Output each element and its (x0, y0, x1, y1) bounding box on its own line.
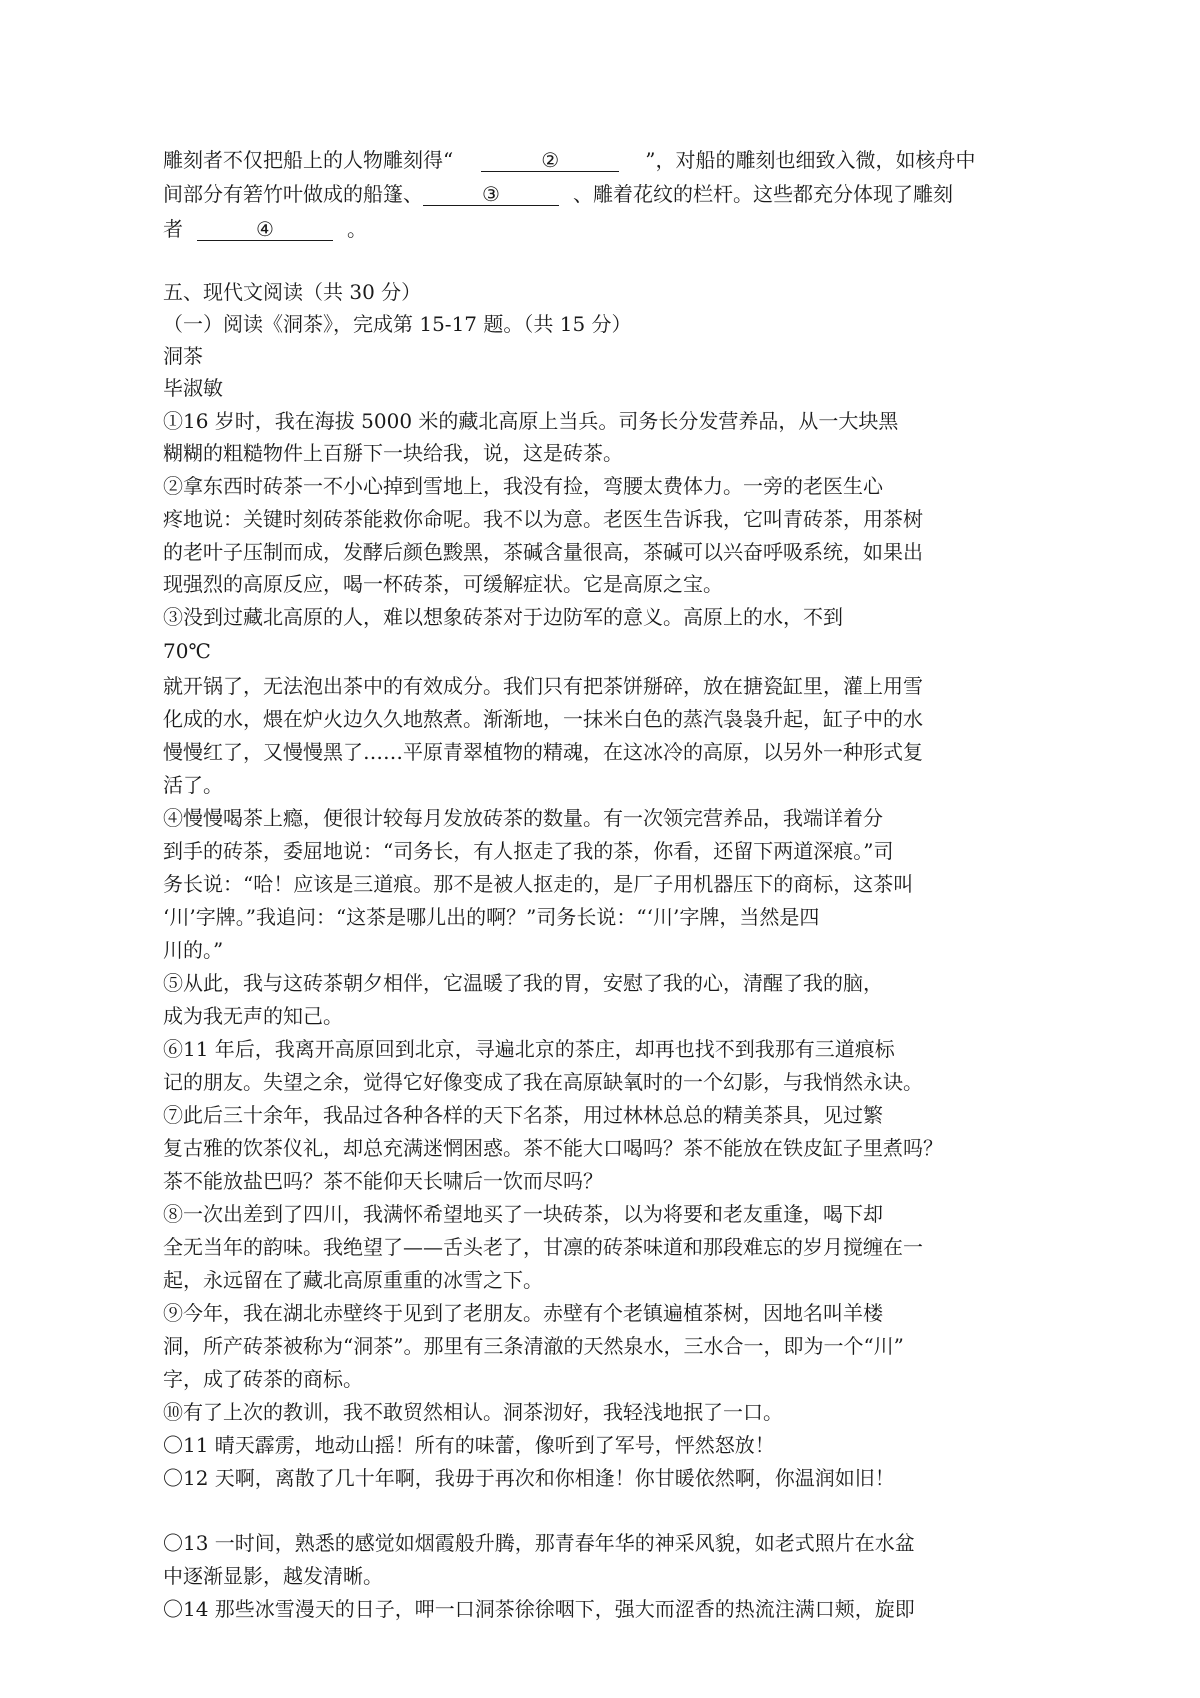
article-line: 70℃ (163, 639, 211, 663)
article-line: 糊糊的粗糙物件上百掰下一块给我，说，这是砖茶。 (163, 441, 623, 465)
article-line: 到手的砖茶，委屈地说：“司务长，有人抠走了我的茶，你看，还留下两道深痕。”司 (163, 839, 894, 863)
article-line: ⑧一次出差到了四川，我满怀希望地买了一块砖茶，以为将要和老友重逢，喝下却 (163, 1202, 883, 1226)
article-line: 化成的水，煨在炉火边久久地熬煮。渐渐地，一抹米白色的蒸汽袅袅升起，缸子中的水 (163, 707, 923, 731)
article-line: ③没到过藏北高原的人，难以想象砖茶对于边防军的意义。高原上的水，不到 (163, 605, 843, 629)
fill-in-text: 间部分有箬竹叶做成的船篷、 (163, 182, 423, 206)
fill-in-line-3 (163, 217, 367, 241)
article-line: 全无当年的韵味。我绝望了——舌头老了，甘凛的砖茶味道和那段难忘的岁月搅缠在一 (163, 1235, 923, 1259)
article-title: 洞茶 (163, 344, 203, 368)
article-line: ⑨今年，我在湖北赤壁终于见到了老朋友。赤壁有个老镇遍植茶树，因地名叫羊楼 (163, 1301, 883, 1325)
article-line: 记的朋友。失望之余，觉得它好像变成了我在高原缺氧时的一个幻影，与我悄然永诀。 (163, 1070, 923, 1094)
article-line: 现强烈的高原反应，喝一杯砖茶，可缓解症状。它是高原之宝。 (163, 572, 723, 596)
article-line: ⑥11 年后，我离开高原回到北京，寻遍北京的茶庄，却再也找不到我那有三道痕标 (163, 1037, 895, 1061)
article-line: 活了。 (163, 773, 223, 797)
article-line: 〇14 那些冰雪漫天的日子，呷一口洞茶徐徐咽下，强大而涩香的热流注满口颊，旋即 (163, 1597, 915, 1621)
article-line: 川的。” (163, 938, 224, 962)
article-line: ①16 岁时，我在海拔 5000 米的藏北高原上当兵。司务长分发营养品，从一大块黑 (163, 409, 899, 433)
article-line: 〇13 一时间，熟悉的感觉如烟霞般升腾，那青春年华的神采风貌，如老式照片在水盆 (163, 1531, 915, 1555)
article-line: 洞，所产砖茶被称为“洞茶”。那里有三条清澈的天然泉水，三水合一，即为一个“川” (163, 1334, 904, 1358)
article-line: 的老叶子压制而成，发酵后颜色黢黑，茶碱含量很高，茶碱可以兴奋呼吸系统，如果出 (163, 540, 923, 564)
fill-in-text: ”，对船的雕刻也细致入微，如核舟中 (645, 148, 976, 172)
fill-in-text: 者 (163, 217, 183, 241)
article-line: 茶不能放盐巴吗？茶不能仰天长啸后一饮而尽吗？ (163, 1169, 603, 1193)
fill-in-text: 。 (347, 217, 367, 241)
section-subheading: （一）阅读《洞茶》，完成第 15-17 题。（共 15 分） (163, 312, 632, 336)
article-line: 中逐渐显影，越发清晰。 (163, 1564, 383, 1588)
article-line: ⑦此后三十余年，我品过各种各样的天下名茶，用过林林总总的精美茶具，见过繁 (163, 1103, 883, 1127)
answer-blank-2: ② (481, 149, 619, 172)
article-author: 毕淑敏 (163, 376, 223, 400)
article-line: 起，永远留在了藏北高原重重的冰雪之下。 (163, 1268, 543, 1292)
article-line: ②拿东西时砖茶一不小心掉到雪地上，我没有捡，弯腰太费体力。一旁的老医生心 (163, 474, 883, 498)
article-line: 成为我无声的知己。 (163, 1004, 343, 1028)
fill-in-line-1 (163, 148, 975, 172)
article-line: ⑩有了上次的教训，我不敢贸然相认。洞茶沏好，我轻浅地抿了一口。 (163, 1400, 783, 1424)
answer-blank-4: ④ (197, 218, 333, 241)
article-line: 〇11 晴天霹雳，地动山摇！所有的味蕾，像听到了军号，怦然怒放！ (163, 1433, 775, 1457)
article-line: ⑤从此，我与这砖茶朝夕相伴，它温暖了我的胃，安慰了我的心，清醒了我的脑， (163, 971, 883, 995)
article-line: 疼地说：关键时刻砖茶能救你命呢。我不以为意。老医生告诉我，它叫青砖茶，用茶树 (163, 507, 923, 531)
article-line: 慢慢红了，又慢慢黑了……平原青翠植物的精魂，在这冰冷的高原，以另外一种形式复 (163, 740, 923, 764)
fill-in-text: 雕刻者不仅把船上的人物雕刻得“ (163, 148, 454, 172)
article-line: 复古雅的饮茶仪礼，却总充满迷惘困惑。茶不能大口喝吗？茶不能放在铁皮缸子里煮吗？ (163, 1136, 943, 1160)
article-line: 字，成了砖茶的商标。 (163, 1367, 363, 1391)
section-heading: 五、现代文阅读（共 30 分） (163, 280, 422, 304)
fill-in-line-2 (163, 182, 953, 206)
article-line: 就开锅了，无法泡出茶中的有效成分。我们只有把茶饼掰碎，放在搪瓷缸里，灌上用雪 (163, 674, 923, 698)
fill-in-text: 、雕着花纹的栏杆。这些都充分体现了雕刻 (573, 182, 953, 206)
answer-blank-3: ③ (423, 183, 559, 206)
article-line: 务长说：“哈！应该是三道痕。那不是被人抠走的，是厂子用机器压下的商标，这茶叫 (163, 872, 914, 896)
article-line: ④慢慢喝茶上瘾，便很计较每月发放砖茶的数量。有一次领完营养品，我端详着分 (163, 806, 883, 830)
article-line: 〇12 天啊，离散了几十年啊，我毋于再次和你相逢！你甘暖依然啊，你温润如旧！ (163, 1466, 895, 1490)
article-line: ‘川’字牌。”我追问：“这茶是哪儿出的啊？”司务长说：“‘川’字牌，当然是四 (163, 905, 820, 929)
